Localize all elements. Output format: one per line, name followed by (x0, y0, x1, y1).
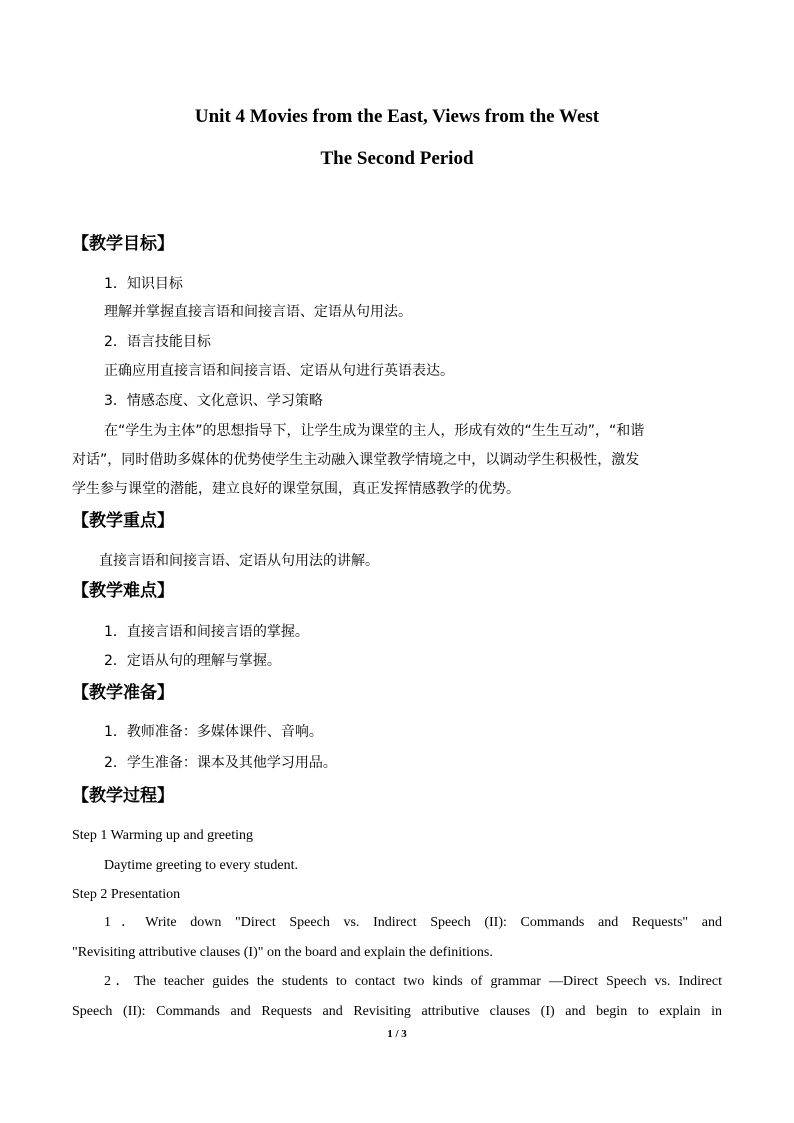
key-points-text: 直接言语和间接言语、定语从句用法的讲解。 (99, 553, 379, 569)
step-2-item-2-line-2: Speech (II): Commands and Requests and Revisiting attributive clauses (I) and begin to explain in (72, 1004, 722, 1019)
objective-3-text-line-2: 对话”，同时借助多媒体的优势使学生主动融入课堂教学情境之中，以调动学生积极性，激发 (72, 452, 640, 468)
objective-1-label: 1．知识目标 (104, 276, 183, 292)
section-heading-difficulties: 【教学难点】 (72, 581, 174, 601)
section-heading-process: 【教学过程】 (72, 786, 174, 806)
step-2-heading: Step 2 Presentation (72, 887, 181, 902)
step-2-item-1-line-1: 1．Write down "Direct Speech vs. Indirect Speech (II): Commands and Requests" and (104, 915, 722, 930)
document-subtitle: The Second Period (320, 148, 474, 169)
objective-2-label: 2．语言技能目标 (104, 334, 211, 350)
difficulty-1: 1．直接言语和间接言语的掌握。 (104, 624, 309, 640)
step-1-text: Daytime greeting to every student. (104, 858, 298, 873)
objective-1-text: 理解并掌握直接言语和间接言语、定语从句用法。 (104, 304, 412, 320)
step-1-heading: Step 1 Warming up and greeting (72, 828, 253, 843)
objective-3-label: 3．情感态度、文化意识、学习策略 (104, 393, 323, 409)
difficulty-2: 2．定语从句的理解与掌握。 (104, 653, 281, 669)
section-heading-key-points: 【教学重点】 (72, 511, 174, 531)
section-heading-preparation: 【教学准备】 (72, 683, 174, 703)
step-2-item-2-line-1: 2．The teacher guides the students to contact two kinds of grammar —Direct Speech vs. Indirect (104, 974, 722, 989)
preparation-1: 1．教师准备：多媒体课件、音响。 (104, 724, 323, 740)
objective-3-text-line-1: 在“学生为主体”的思想指导下，让学生成为课堂的主人，形成有效的“生生互动”，“和谐 (104, 423, 645, 439)
step-2-item-1-line-2: "Revisiting attributive clauses (I)" on the board and explain the definitions. (72, 945, 493, 960)
section-heading-objectives: 【教学目标】 (72, 234, 174, 254)
page-number: 1 / 3 (387, 1028, 407, 1040)
document-title: Unit 4 Movies from the East, Views from the West (194, 106, 600, 127)
objective-2-text: 正确应用直接言语和间接言语、定语从句进行英语表达。 (104, 363, 454, 379)
objective-3-text-line-3: 学生参与课堂的潜能，建立良好的课堂氛围，真正发挥情感教学的优势。 (72, 481, 520, 497)
preparation-2: 2．学生准备：课本及其他学习用品。 (104, 755, 337, 771)
